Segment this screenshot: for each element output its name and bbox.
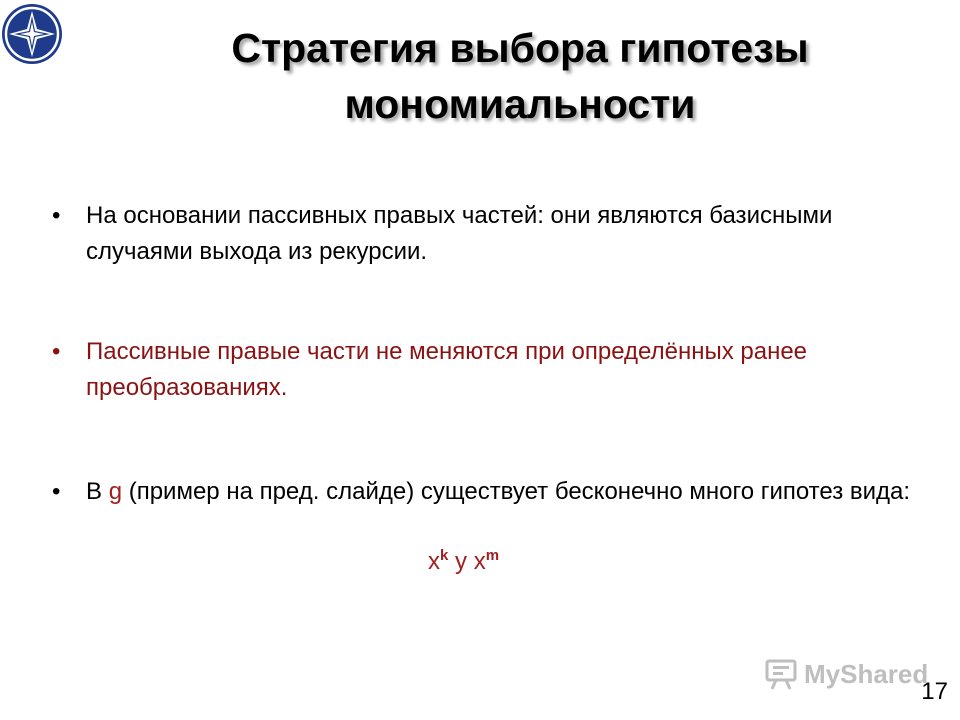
bullet-item <box>52 334 912 406</box>
bullet-marker: • <box>52 338 61 365</box>
formula <box>428 548 499 576</box>
bullet-text: Пассивные правые части не меняются при определённых ранее преобразованиях. <box>86 338 808 401</box>
watermark <box>764 654 928 694</box>
bullet-highlight-g: g <box>108 478 123 505</box>
bullet-text-pre: В <box>86 478 109 505</box>
bullet-marker: • <box>52 478 61 505</box>
slide-title-line-1: Стратегия выбора гипотезы <box>231 25 809 71</box>
bullet-item <box>52 474 912 510</box>
presentation-board-icon <box>764 657 798 691</box>
formula-middle: y <box>448 548 474 575</box>
bullet-marker: • <box>52 202 61 229</box>
formula-exponent-2: m <box>485 547 500 564</box>
compass-star-logo-icon <box>0 2 64 66</box>
formula-base-1: x <box>428 548 440 575</box>
slide-title-line-2: мономиальности <box>344 81 696 127</box>
page-number: 17 <box>921 678 948 705</box>
bullet-item <box>52 198 912 270</box>
logo <box>0 2 64 66</box>
watermark-text: MyShared <box>804 658 929 689</box>
bullet-text-post: (пример на пред. слайде) существует бесконечно много гипотез вида: <box>122 478 911 505</box>
bullet-text: На основании пассивных правых частей: они являются базисными случаями выхода из рекурсии. <box>86 202 833 265</box>
formula-exponent-1: k <box>440 547 449 564</box>
slide-title <box>100 20 940 132</box>
formula-base-2: x <box>473 548 486 575</box>
bullet-text <box>86 474 912 510</box>
